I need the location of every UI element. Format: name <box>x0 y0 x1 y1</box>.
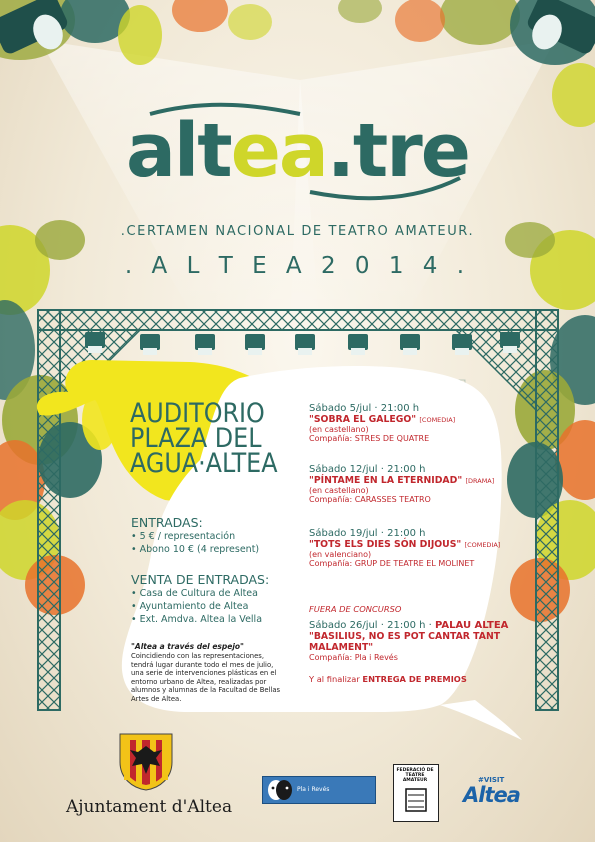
logo-part-1: alt <box>126 108 231 194</box>
exhibition-note-title: "Altea a través del espejo" <box>131 642 244 651</box>
event-language: (en castellano) <box>309 425 369 434</box>
ticket-price-pass: • Abono 10 € (4 represent) <box>131 544 260 555</box>
event-date: Sábado 26/jul · 21:00 h · <box>309 620 435 631</box>
event-company: Compañía: STRES DE QUATRE <box>309 434 430 443</box>
awards-prefix: Y al finalizar <box>309 674 363 684</box>
event-title-line-2: MALAMENT" <box>309 642 374 653</box>
event-genre: [COMEDIA] <box>419 416 456 424</box>
venue-line-2: PLAZA DEL <box>130 423 262 454</box>
federation-label: FEDERACIÓ DE TEATRE AMATEUR <box>396 768 434 783</box>
sales-point: • Casa de Cultura de Altea <box>131 588 258 599</box>
event-place: PALAU ALTEA <box>435 620 509 631</box>
event-3 <box>309 528 500 568</box>
event-date: Sábado 19/jul · 21:00 h <box>309 528 426 539</box>
event-company: Compañía: GRUP DE TEATRE EL MOLINET <box>309 559 475 568</box>
exhibition-note-body: Coincidiendo con las representaciones, tendrá lugar durante todo el mes de julio, una serie de intervenciones plásticas en el entorno urbano de Altea, realizadas por alumnos y alumnas de la Facultad de Bellas Artes de Altea. <box>131 652 281 703</box>
logo-part-3: .tre <box>326 108 469 194</box>
logo-part-2: ea <box>230 108 327 194</box>
event-title: "PÍNTAME EN LA ETERNIDAD" <box>309 475 463 486</box>
venue-line-1: AUDITORIO <box>130 398 265 429</box>
visit-altea-logo: Altea <box>463 783 520 807</box>
ticket-price-single: • 5 € / representación <box>131 531 236 542</box>
event-genre: [DRAMA] <box>465 477 495 485</box>
ajuntament-label: Ajuntament d'Altea <box>66 797 233 817</box>
altea-coat-of-arms-icon <box>116 732 176 792</box>
event-language: (en castellano) <box>309 486 369 495</box>
tickets-section <box>131 515 259 556</box>
event-date: Sábado 12/jul · 21:00 h <box>309 464 426 475</box>
event-title-line-1: "BASILIUS, NO ES POT CANTAR TANT <box>309 631 501 642</box>
event-title: "TOTS ELS DIES SÓN DIJOUS" <box>309 539 462 550</box>
event-language: (en valenciano) <box>309 550 372 559</box>
venue-line-3: AGUA·ALTEA <box>130 448 278 479</box>
visit-altea-hashtag: #VISIT <box>478 776 505 784</box>
event-genre: [COMEDIA] <box>464 541 501 549</box>
festival-logo <box>0 100 595 194</box>
out-of-contest-label: FUERA DE CONCURSO <box>309 604 402 614</box>
ticket-sales-heading: VENTA DE ENTRADAS: <box>131 572 270 587</box>
event-company: Compañía: Pla i Revés <box>309 653 398 662</box>
out-of-contest-event <box>309 620 508 662</box>
event-title: "SOBRA EL GALEGO" <box>309 414 417 425</box>
sales-point: • Ext. Amdva. Altea la Vella <box>131 614 263 625</box>
awards-bold: ENTREGA DE PREMIOS <box>362 674 467 684</box>
ticket-sales-section <box>131 572 269 626</box>
truss-spotlights <box>85 332 520 355</box>
festival-subtitle: .CERTAMEN NACIONAL DE TEATRO AMATEUR. <box>120 224 475 239</box>
event-company: Compañía: CARASSES TEATRO <box>309 495 431 504</box>
event-2 <box>309 464 494 504</box>
theatre-masks-icon <box>265 777 295 803</box>
awards-note <box>309 674 467 684</box>
bubble-tail <box>440 700 522 740</box>
venue-name <box>130 398 290 479</box>
plai-reves-label: Pla i Revés <box>297 786 330 793</box>
event-date: Sábado 5/jul · 21:00 h <box>309 403 420 414</box>
sales-point: • Ayuntamiento de Altea <box>131 601 249 612</box>
tickets-heading: ENTRADAS: <box>131 515 203 530</box>
festival-year: . A L T E A 2 0 1 4 . <box>124 253 471 279</box>
event-1 <box>309 403 455 443</box>
